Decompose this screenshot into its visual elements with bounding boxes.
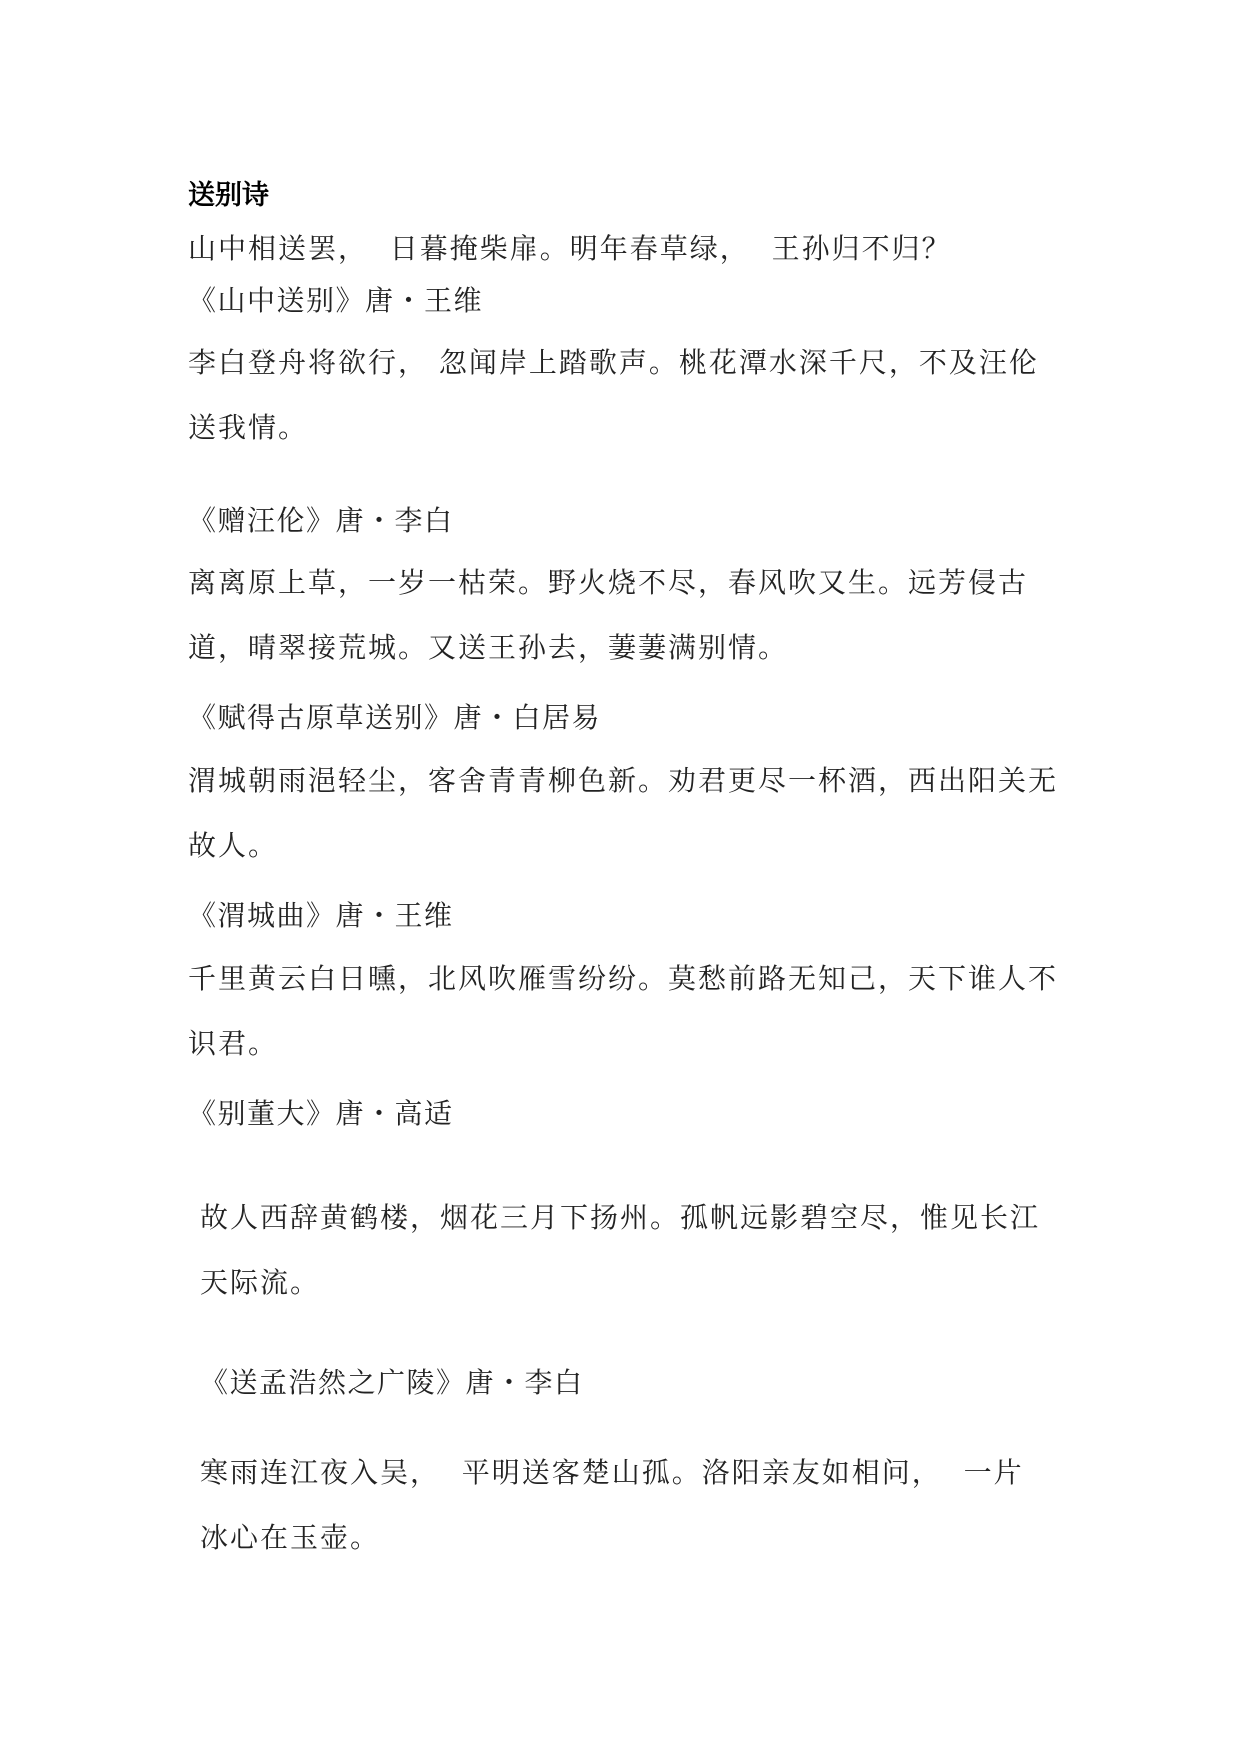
poem-text-4: 渭城朝雨浥轻尘，客舍青青柳色新。劝君更尽一杯酒，西出阳关无故人。: [188, 764, 1059, 862]
poem-attribution-6: 《送孟浩然之广陵》唐・李白: [200, 1366, 584, 1399]
poem-text-1: 山中相送罢， 日暮掩柴扉。明年春草绿， 王孙归不归？: [188, 232, 952, 265]
document-title: 送别诗: [188, 180, 269, 211]
poem-attribution-2: 《赠汪伦》唐・李白: [188, 504, 454, 537]
poem-text-7: 寒雨连江夜入吴， 平明送客楚山孤。洛阳亲友如相问， 一片冰心在玉壶。: [200, 1456, 1024, 1554]
poem-attribution-4: 《渭城曲》唐・王维: [188, 899, 454, 932]
poem-text-6: 故人西辞黄鹤楼，烟花三月下扬州。孤帆远影碧空尽，惟见长江天际流。: [200, 1201, 1041, 1299]
poem-attribution-1: 《山中送别》唐・王维: [188, 284, 484, 317]
poem-attribution-5: 《别董大》唐・高适: [188, 1097, 454, 1130]
poem-text-2: 李白登舟将欲行， 忽闻岸上踏歌声。桃花潭水深千尺，不及汪伦送我情。: [188, 346, 1039, 444]
poem-text-5: 千里黄云白日曛，北风吹雁雪纷纷。莫愁前路无知己，天下谁人不识君。: [188, 962, 1059, 1060]
poem-text-3: 离离原上草，一岁一枯荣。野火烧不尽，春风吹又生。远芳侵古道，晴翠接荒城。又送王孙去，萋萋满别情。: [188, 566, 1029, 664]
poem-attribution-3: 《赋得古原草送别》唐・白居易: [188, 701, 602, 734]
